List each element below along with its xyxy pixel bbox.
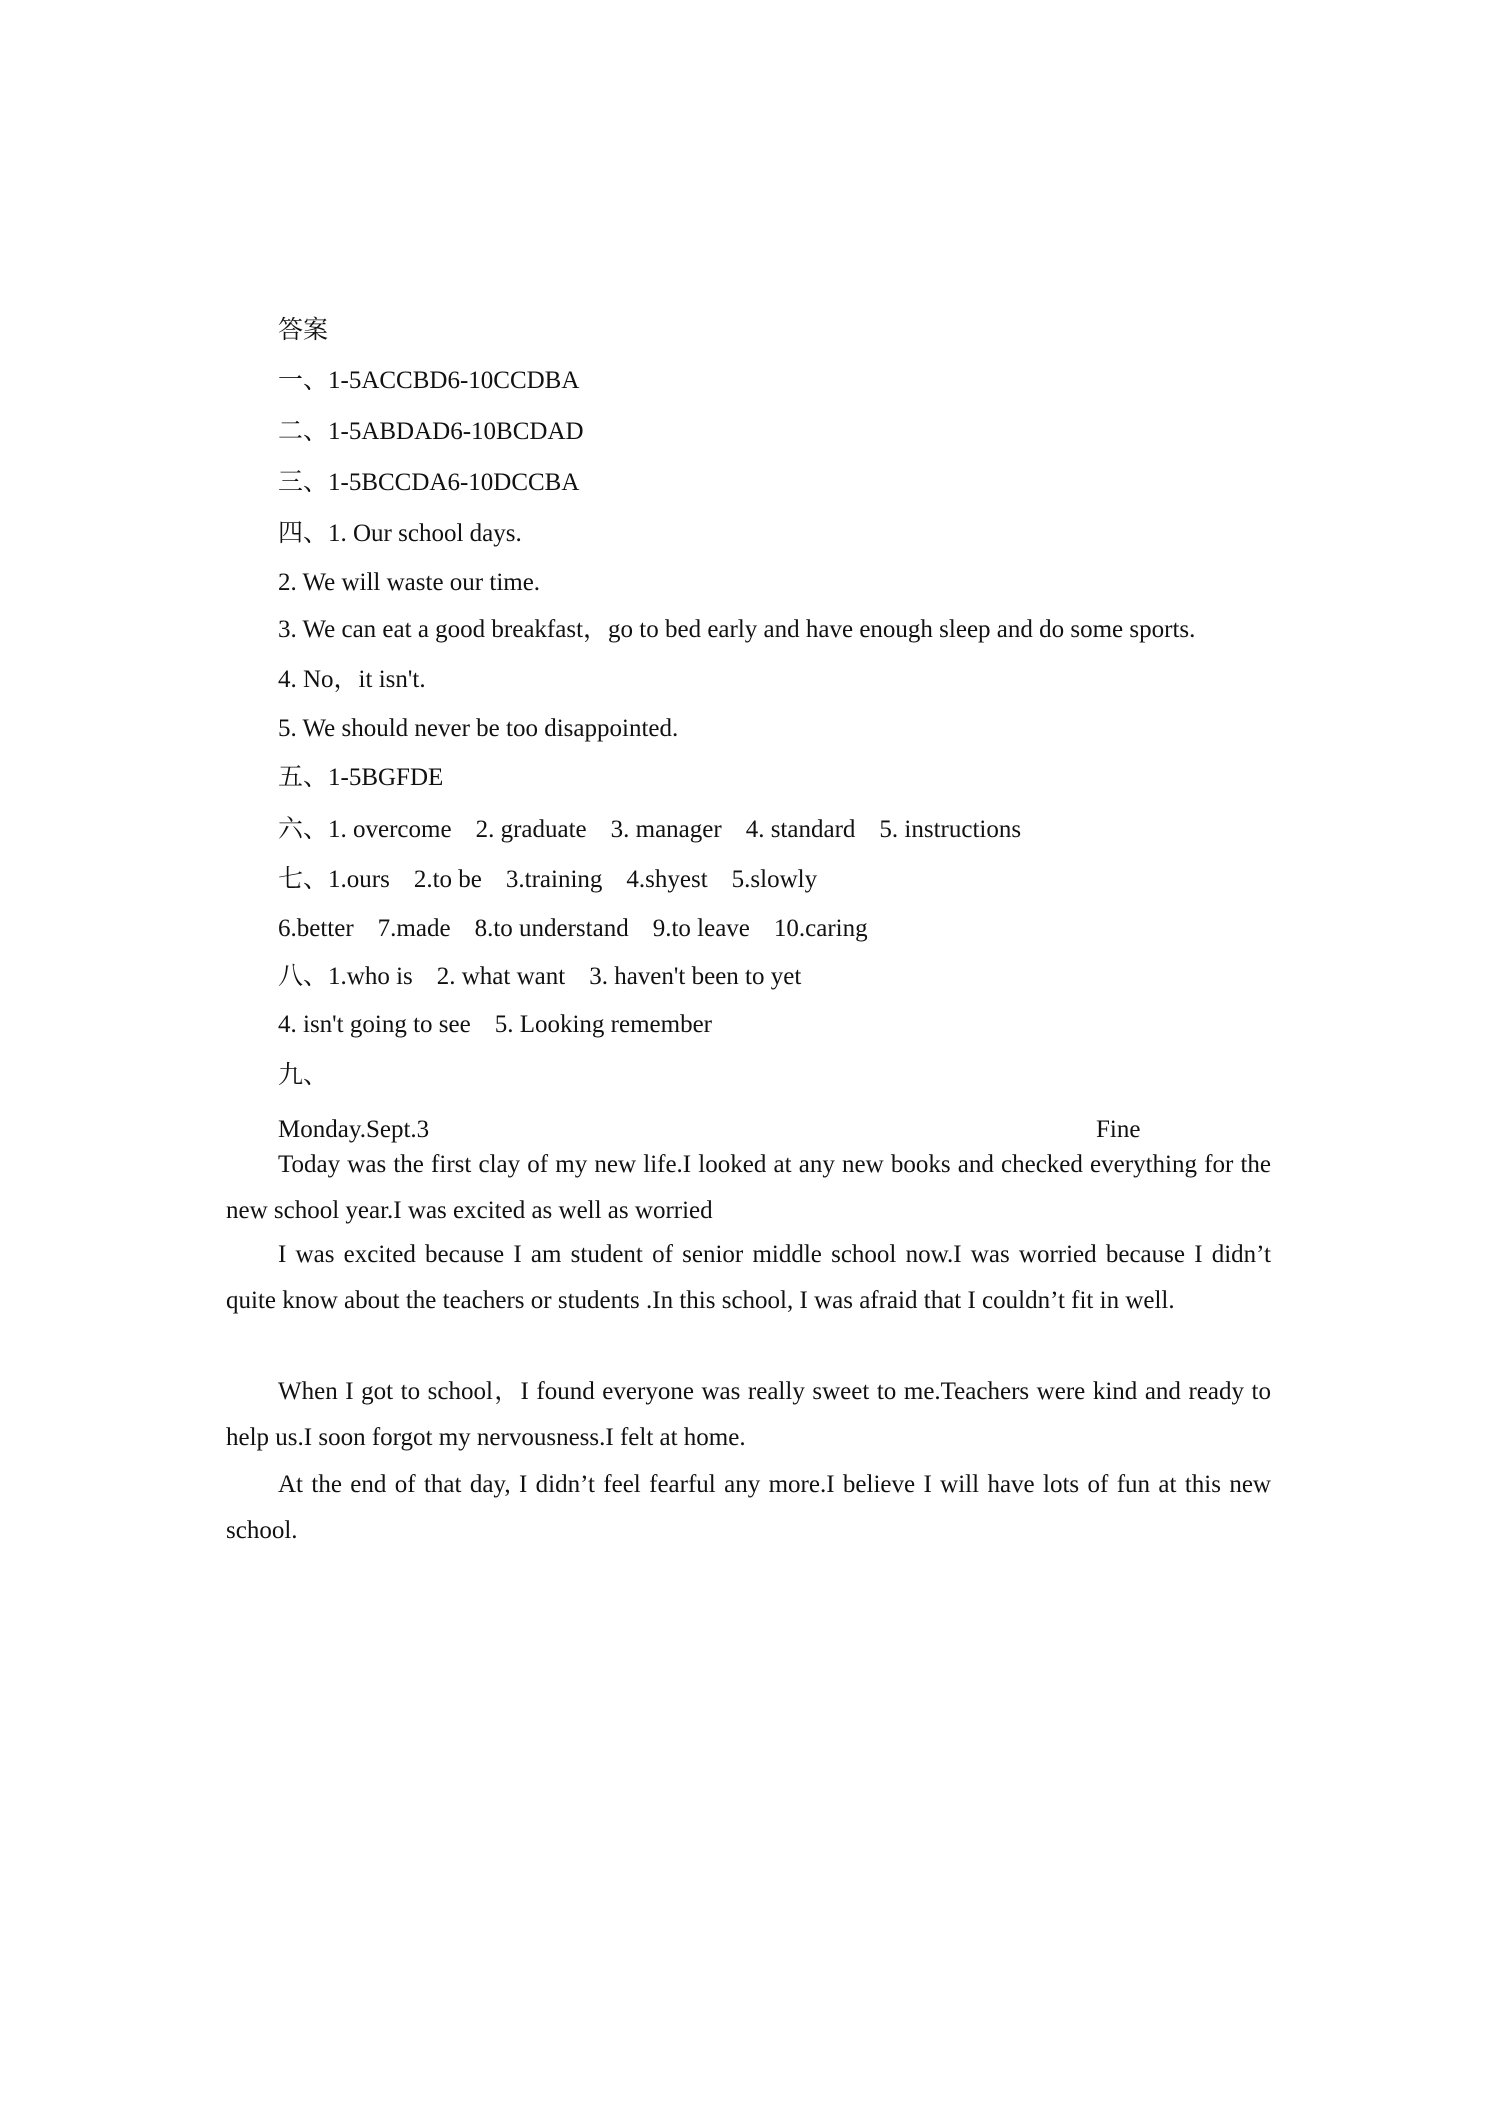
section-8-prefix: 八、 (278, 963, 329, 990)
section-8-answers-row-1 (278, 962, 801, 992)
answer-title: 答案 (278, 317, 329, 344)
section-7-item: 7.made (377, 915, 451, 942)
section-7-prefix: 七、 (278, 866, 329, 893)
section-7-item: 2.to be (413, 866, 482, 893)
diary-paragraph: I was excited because I am student of senior middle school now.I was worried because I didn’t quite know about the teachers or students .In this school, I was afraid that I couldn’t fit in well. (226, 1241, 1271, 1314)
section-6-item: 5. instructions (879, 816, 1022, 843)
section-4-answer-3: 3. We can eat a good breakfast，go to bed early and have enough sleep and do some sports. (278, 616, 1196, 643)
section-8-item: 3. haven't been to yet (589, 963, 802, 990)
diary-paragraph: Today was the first clay of my new life.I looked at any new books and checked everything for the new school year.I was excited as well as worried (226, 1151, 1271, 1224)
section-4-answer-2: 2. We will waste our time. (278, 569, 541, 596)
diary-weather: Fine (1096, 1116, 1141, 1143)
section-7-item: 3.training (505, 866, 603, 893)
section-7-item: 4.shyest (626, 866, 708, 893)
section-1-answers: 一、1-5ACCBD6-10CCDBA (278, 367, 580, 394)
section-6-item: 3. manager (610, 816, 722, 843)
section-7-item: 9.to leave (652, 915, 750, 942)
section-7-answers-row-2 (278, 914, 868, 944)
section-4-answer-4: 4. No，it isn't. (278, 666, 426, 693)
section-6-prefix: 六、 (278, 816, 329, 843)
section-7-item: 10.caring (773, 915, 868, 942)
diary-paragraph: When I got to school，I found everyone was really sweet to me.Teachers were kind and ready to help us.I soon forgot my nervousness.I felt at home. (226, 1378, 1271, 1451)
section-6-answers (278, 815, 1021, 845)
section-7-item: 1.ours (328, 866, 390, 893)
section-3-answers: 三、1-5BCCDA6-10DCCBA (278, 469, 580, 496)
section-7-item: 5.slowly (731, 866, 818, 893)
section-4-answer-1: 四、1. Our school days. (278, 520, 522, 547)
section-7-item: 8.to understand (474, 915, 629, 942)
section-5-answers: 五、1-5BGFDE (278, 764, 444, 791)
section-8-item: 1.who is (328, 963, 413, 990)
diary-paragraph: At the end of that day, I didn’t feel fearful any more.I believe I will have lots of fun at this new school. (226, 1471, 1271, 1544)
section-9-prefix: 九、 (278, 1062, 329, 1089)
section-8-answers-row-2 (278, 1010, 712, 1040)
section-2-answers: 二、1-5ABDAD6-10BCDAD (278, 418, 584, 445)
diary-date: Monday.Sept.3 (278, 1116, 430, 1143)
section-6-item: 1. overcome (328, 816, 452, 843)
section-8-item: 4. isn't going to see (278, 1011, 471, 1038)
section-8-item: 2. what want (436, 963, 566, 990)
section-4-answer-5: 5. We should never be too disappointed. (278, 715, 679, 742)
section-6-item: 4. standard (745, 816, 856, 843)
section-8-item: 5. Looking remember (494, 1011, 713, 1038)
section-7-item: 6.better (278, 915, 354, 942)
section-7-answers-row-1 (278, 865, 817, 895)
section-6-item: 2. graduate (475, 816, 587, 843)
